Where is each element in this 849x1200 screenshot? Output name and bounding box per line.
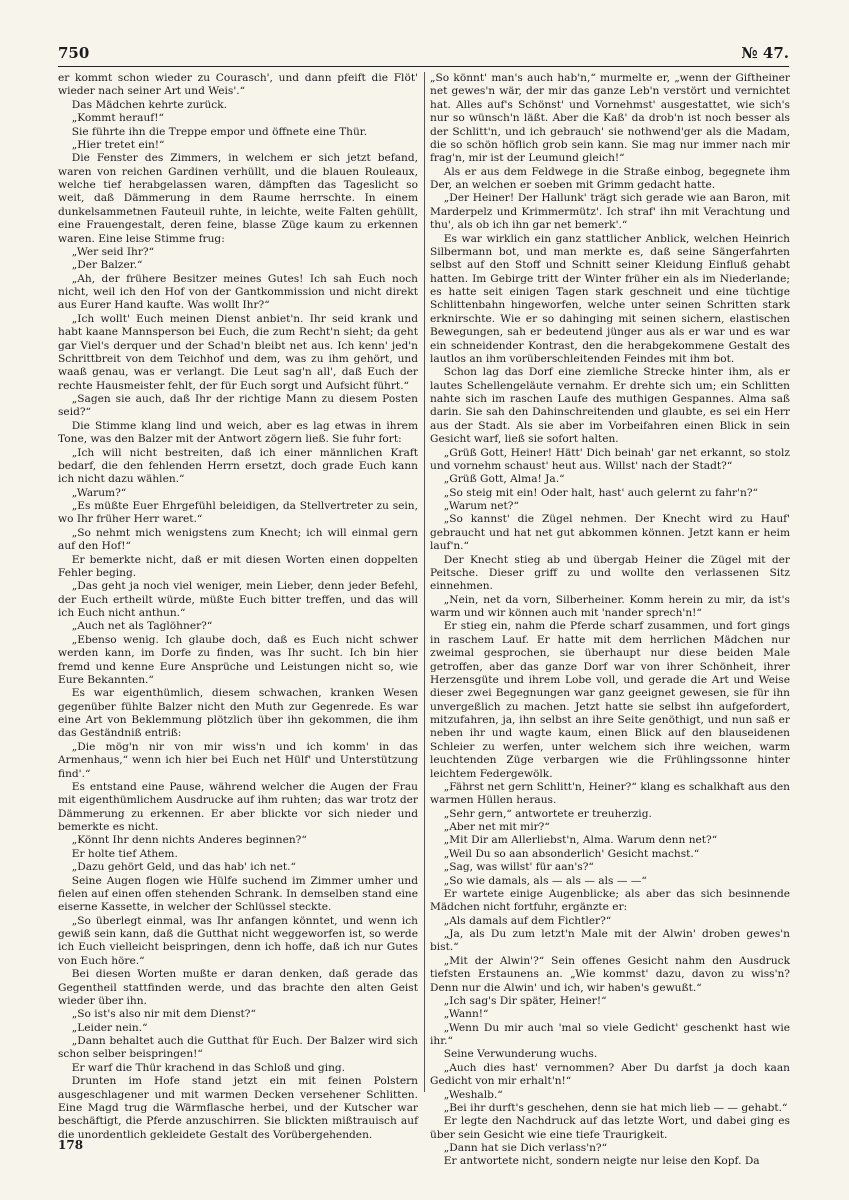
paragraph: Er warf die Thür krachend in das Schloß und ging. [71,1061,346,1074]
left-column [58,72,418,1141]
paragraph: „Wann!“ [443,1008,489,1021]
paragraph: „Der Heiner! Der Hallunk' trägt sich gerade wie aan Baron, mit Marderpelz und Krimmermütz'. Ich straf' ihn mit Verachtung und thu', als ob ich ihn gar net bemerk'.“ [430,192,790,232]
paragraph: „Warum?“ [71,486,127,499]
paragraph: Er antwortete nicht, sondern neigte nur leise den Kopf. Da [443,1155,760,1168]
paragraph: „Auch net als Taglöhner?“ [71,620,213,633]
paragraph: „So überlegt einmal, was Ihr anfangen könntet, und wenn ich gewiß sein kann, daß die Gutthat nicht weggeworfen ist, so werde ich Euch vielleicht beispringen, denn ich hoffe, daß ich nur Gutes von Euch höre.“ [58,914,418,967]
paragraph: Er stieg ein, nahm die Pferde scharf zusammen, und fort gings in raschem Lauf. Er hatte mit dem herrlichen Mädchen nur zweimal gesprochen, sie überhaupt nur diese beiden Male getroffen, aber das ganze Dorf war von ihrer Schönheit, ihrer Herzensgüte und ihrem Lobe voll, und gerade die Art und Weise dieser zwei Begegnungen war ganz geeignet gewesen, sie für ihn unvergeßlich zu machen. Jetzt hatte sie selbst ihn aufgefordert, mitzufahren, ja, ihn selbst an ihre Seite genöthigt, und nun saß er neben ihr und wagte kaum, einen Blick auf den blauseidenen Schleier zu werfen, unter welchem sich ihre weichen, warm leuchtenden Züge verbargen wie die Frühlingssonne hinter leichtem Federgewölk. [430,620,790,780]
paragraph: Sie führte ihn die Treppe empor und öffnete eine Thür. [71,125,368,138]
paragraph: „Dazu gehört Geld, und das hab' ich net.“ [71,861,296,874]
paragraph: „Kommt herauf!“ [71,112,164,125]
paragraph: Er legte den Nachdruck auf das letzte Wort, und dabei ging es über sein Gesicht wie eine tiefe Traurigkeit. [430,1115,790,1141]
paragraph: „Ja, als Du zum letzt'n Male mit der Alwin' droben gewes'n bist.“ [430,928,790,954]
paragraph: Der Knecht stieg ab und übergab Heiner die Zügel mit der Peitsche. Dieser griff zu und wollte den verlassenen Sitz einnehmen. [430,553,790,593]
paragraph: „Grüß Gott, Heiner! Hätt' Dich beinah' gar net erkannt, so stolz und vornehm schaust' heut aus. Willst' nach der Stadt?“ [430,446,790,472]
paragraph: „Weshalb.“ [443,1088,503,1101]
paragraph: Schon lag das Dorf eine ziemliche Strecke hinter ihm, als er lautes Schellengeläute vernahm. Er drehte sich um; ein Schlitten nahte sich im raschen Laufe des muthigen Gespannes. Alma saß darin. Sie sah den Dahinschreitenden und glaubte, es sei ein Herr aus der Stadt. Als sie aber im Vorbeifahren einen Blick in sein Gesicht warf, ließ sie sofort halten. [430,366,790,446]
paragraph: „Wenn Du mir auch 'mal so viele Gedicht' geschenkt hast wie ihr.“ [430,1021,790,1047]
paragraph: „Warum net?“ [443,500,519,512]
paragraph: „So wie damals, als — als — als — —“ [443,874,647,887]
printer-signature: 178 [58,1138,84,1152]
paragraph: Die Fenster des Zimmers, in welchem er sich jetzt befand, waren von reichen Gardinen verhüllt, und die blauen Rouleaux, welche tief herabgelassen waren, dämpften das Tageslicht so weit, daß Dämmerung in dem Raume herrschte. In einem dunkelsammetnen Fauteuil ruhte, in leichte, weite Falten gehüllt, eine Frauengestalt, deren feine, blasse Züge kaum zu erkennen waren. Eine leise Stimme frug: [58,152,418,245]
paragraph: „So kannst' die Zügel nehmen. Der Knecht wird zu Hauf' gebraucht und hat net gut abkommen können. Jetzt kann er heim lauf'n.“ [430,513,790,553]
paragraph: „Ebenso wenig. Ich glaube doch, daß es Euch nicht schwer werden kann, im Dorfe zu finden, was Ihr sucht. Ich bin hier fremd und kenne Eure Ansprüche und Leistungen nicht so, wie Eure Bekannten.“ [58,633,418,686]
paragraph: Er wartete einige Augenblicke; als aber das sich besinnende Mädchen nicht fortfuhr, ergänzte er: [430,887,790,914]
issue-number: № 47. [741,44,789,62]
paragraph: Bei diesen Worten mußte er daran denken, daß gerade das Gegentheil stattfinden werde, und das brachte den alten Geist wieder über ihn. [58,968,418,1007]
paragraph: „Fährst net gern Schlitt'n, Heiner?“ klang es schalkhaft aus den warmen Hüllen heraus. [430,780,790,807]
right-column [430,72,790,1168]
paragraph: „Mit Dir am Allerliebst'n, Alma. Warum denn net?“ [443,834,718,847]
paragraph: Er bemerkte nicht, daß er mit diesen Worten einen doppelten Fehler beging. [58,553,418,579]
paragraph: Seine Verwunderung wuchs. [443,1048,598,1061]
paragraph: „So steig mit ein! Oder halt, hast' auch gelernt zu fahr'n?“ [443,486,758,499]
header-rule [58,66,789,67]
paragraph: Er holte tief Athem. [71,847,178,860]
paragraph: er kommt schon wieder zu Courasch', und dann pfeift die Flöt' wieder nach seiner Art und Weis'.“ [58,72,418,98]
paragraph: „Als damals auf dem Fichtler?“ [443,914,612,927]
paragraph: Seine Augen flogen wie Hülfe suchend im Zimmer umher und fielen auf einen offen stehenden Schrank. In demselben stand eine eiserne Kassette, in welcher der Schlüssel steckte. [58,874,418,914]
paragraph: „Ich wollt' Euch meinen Dienst anbiet'n. Ihr seid krank und habt kaane Mannsperson bei Euch, die zum Recht'n sieht; da geht gar Viel's derquer und der Schad'n bleibt net aus. Ich kenn' jed'n Schrittbreit von dem Teichhof und dem, was zu ihm gehört, und waaß genau, was er verlangt. Die Leut sag'n all', daß Euch der rechte Hausmeister fehlt, der für Euch sorgt und Aufsicht führt.“ [58,312,418,392]
column-divider [424,72,425,1092]
paragraph: „Sag, was willst' für aan's?“ [443,861,594,874]
paragraph: „Die mög'n nir von mir wiss'n und ich komm' in das Armenhaus,“ wenn ich hier bei Euch net Hülf' und Unterstützung find'.“ [58,740,418,780]
paragraph: „Sehr gern,“ antwortete er treuherzig. [443,807,652,820]
paragraph: Als er aus dem Feldwege in die Straße einbog, begegnete ihm Der, an welchen er soeben mit Grimm gedacht hatte. [430,165,790,191]
paragraph: „Grüß Gott, Alma! Ja.“ [443,473,565,486]
paragraph: „Ah, der frühere Besitzer meines Gutes! Ich sah Euch noch nicht, weil ich den Hof von der Gantkommission und nicht direkt aus Eurer Hand kaufte. Was wollt Ihr?“ [58,272,418,312]
paragraph: „Könnt Ihr denn nichts Anderes beginnen?“ [71,834,307,847]
paragraph: „Ich will nicht bestreiten, daß ich einer männlichen Kraft bedarf, die den fehlenden Herrn ersetzt, doch grade Euch kann ich nicht dazu wählen.“ [58,446,418,486]
paragraph: „Aber net mit mir?“ [443,821,550,833]
paragraph: „Leider nein.“ [71,1021,148,1034]
paragraph: Drunten im Hofe stand jetzt ein mit feinen Polstern ausgeschlagener und mit warmen Decken versehener Schlitten. Eine Magd trug die Wärmflasche herbei, und der Kutscher war beschäftigt, die Pferde anzuschirren. Sie blickten mißtrauisch auf die unordentlich gekleidete Gestalt des Vorübergehenden. [58,1075,418,1141]
paragraph: „Ich sag's Dir später, Heiner!“ [443,994,607,1007]
page-header [58,44,789,66]
paragraph: Die Stimme klang lind und weich, aber es lag etwas in ihrem Tone, was den Balzer mit der Antwort zögern ließ. Sie fuhr fort: [58,419,418,446]
paragraph: „Auch dies hast' vernommen? Aber Du darfst ja doch kaan Gedicht von mir erhalt'n!“ [430,1061,790,1088]
paragraph: Es war wirklich ein ganz stattlicher Anblick, welchen Heinrich Silbermann bot, und man merkte es, daß seine Sängerfahrten selbst auf den Stoff und Schnitt seiner Kleidung Einfluß gehabt hatten. Im Gebirge tritt der Winter früher ein als im Niederlande; es hatte seit einigen Tagen stark geschneit und eine tüchtige Schlittenbahn hingeworfen, welche unter seinen Schritten stark erknirschte. Wie er so dahinging mit seinen sichern, elastischen Bewegungen, sah er bedeutend jünger aus als er war und es war ein schneidender Kontrast, den die herabgekommene Gestalt des lautlos an ihm vorüberschleitenden Feindes mit ihm bot. [430,232,790,365]
paragraph: „Mit der Alwin'?“ Sein offenes Gesicht nahm den Ausdruck tiefsten Erstaunens an. „Wie kommst' dazu, davon zu wiss'n? Denn nur die Alwin' und ich, wir haben's gewußt.“ [430,954,790,994]
paragraph: Es war eigenthümlich, diesem schwachen, kranken Wesen gegenüber fühlte Balzer nicht den Muth zur Gegenrede. Es war eine Art von Beklemmung plötzlich über ihn gekommen, die ihm das Geständniß entriß: [58,687,418,740]
paragraph: „Das geht ja noch viel weniger, mein Lieber, denn jeder Befehl, der Euch ertheilt würde, müßte Euch bitter treffen, und das will ich Euch nicht anthun.“ [58,580,418,619]
paragraph: „So nehmt mich wenigstens zum Knecht; ich will einmal gern auf den Hof!“ [58,526,418,553]
paragraph: „Es müßte Euer Ehrgefühl beleidigen, da Stellvertreter zu sein, wo Ihr früher Herr waret.“ [58,500,418,526]
paragraph: „Weil Du so aan absonderlich' Gesicht machst.“ [443,847,700,860]
paragraph: „Der Balzer.“ [71,259,143,272]
page-number: 750 [58,44,90,62]
paragraph: „So könnt' man's auch hab'n,“ murmelte er, „wenn der Giftheiner net gewes'n wär, der mir das ganze Leb'n verstört und vernichtet hat. Alles auf's Schönst' und Vornehmst' ausgestattet, wie sich's nur so wünsch'n läßt. Aber die Kaß' da drob'n ist noch besser als der Schlitt'n, und ich gebrauch' sie nothwend'ger als die Madam, die so schön höflich grob sein kann. Sie mag nur immer nach mir frag'n, mir ist der Leumund gleich!“ [430,72,790,165]
paragraph: „So ist's also nir mit dem Dienst?“ [71,1008,256,1021]
paragraph: „Wer seid Ihr?“ [71,245,155,258]
paragraph: Das Mädchen kehrte zurück. [71,98,228,111]
paragraph: „Sagen sie auch, daß Ihr der richtige Mann zu diesem Posten seid?“ [58,393,418,419]
paragraph: Es entstand eine Pause, während welcher die Augen der Frau mit eigenthümlichem Ausdrucke auf ihm ruhten; das war trotz der Dämmerung zu erkennen. Er aber blickte vor sich nieder und bemerkte es nicht. [58,780,418,833]
paragraph: „Dann behaltet auch die Gutthat für Euch. Der Balzer wird sich schon selber beispringen!“ [58,1035,418,1061]
paragraph: „Dann hat sie Dich verlass'n?“ [443,1142,608,1154]
paragraph: „Hier tretet ein!“ [71,138,165,151]
paragraph: „Nein, net da vorn, Silberheiner. Komm herein zu mir, da ist's warm und wir können auch mit 'nander sprech'n!“ [430,593,790,619]
paragraph: „Bei ihr durft's geschehen, denn sie hat mich lieb — — gehabt.“ [443,1101,788,1114]
